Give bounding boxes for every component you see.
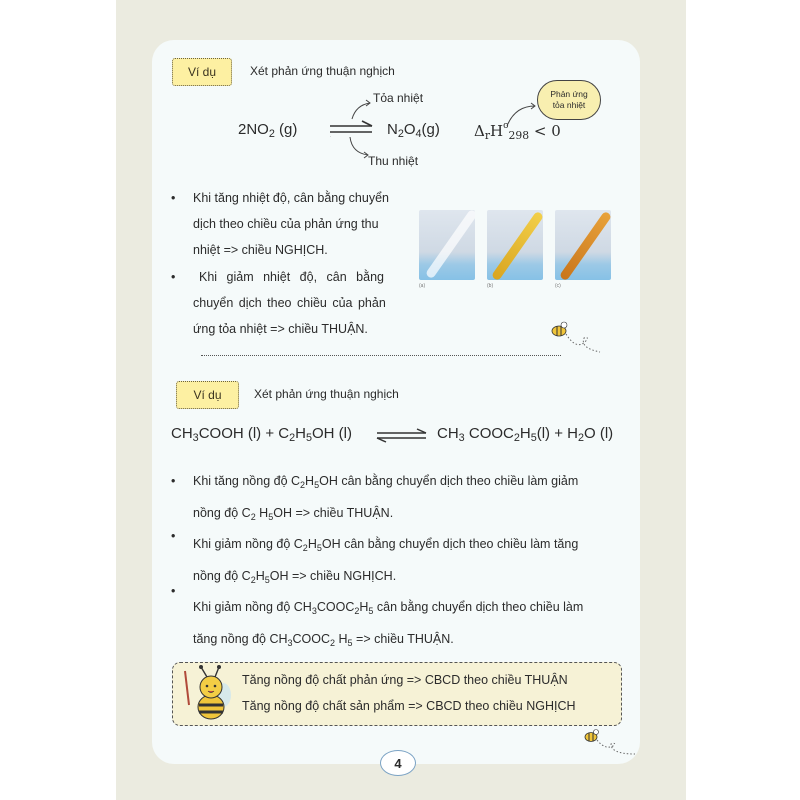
- text-segment: OH (l): [311, 425, 352, 442]
- subscript: 3: [287, 637, 293, 648]
- bullet-item: [171, 185, 389, 263]
- photo-caption: (c): [555, 283, 561, 289]
- bee-icon: [583, 728, 643, 768]
- bullet-icon: •: [171, 584, 176, 598]
- bullet-icon: •: [171, 270, 176, 284]
- text-segment: tăng nồng độ CH: [193, 631, 288, 646]
- subscript: 4: [415, 128, 422, 140]
- subscript: 3: [311, 606, 317, 616]
- summary-box: [172, 662, 622, 726]
- text-segment: nồng độ C: [193, 505, 251, 520]
- text-segment: nồng độ C: [193, 568, 251, 583]
- subscript: 5: [368, 606, 374, 616]
- bullet-line: [193, 626, 583, 658]
- text-segment: (g): [421, 121, 440, 138]
- text-segment: H: [359, 600, 369, 614]
- text-segment: OH => chiều THUẬN.: [273, 505, 394, 520]
- bullet-line: dịch theo chiều của phản ứng thu: [193, 217, 379, 231]
- subscript: 2: [330, 637, 336, 648]
- exothermic-callout: [537, 80, 601, 120]
- subscript: 2: [250, 574, 256, 585]
- forward-note: Tỏa nhiệt: [373, 91, 424, 105]
- enthalpy-superscript: o: [503, 121, 509, 131]
- beaker-photo-b: [487, 210, 543, 280]
- text-segment: H: [490, 122, 504, 140]
- text-segment: O (l): [584, 425, 614, 442]
- subscript: 2: [289, 432, 296, 444]
- bullet-line: Khi tăng nhiệt độ, cân bằng chuyển: [193, 191, 389, 205]
- subscript: 2: [300, 480, 306, 490]
- text-segment: 2NO: [238, 121, 269, 138]
- page-number: 4: [380, 750, 416, 776]
- reverse-note: Thu nhiệt: [368, 154, 419, 168]
- bullet-line: [193, 531, 583, 563]
- photo-caption: (a): [419, 283, 426, 289]
- text-segment: N: [387, 121, 398, 138]
- callout-line: Phản ứng: [550, 89, 588, 99]
- text-segment: H: [519, 425, 531, 442]
- text-segment: CH: [437, 425, 459, 442]
- bullet-line: chuyển dịch theo chiều của phản: [193, 296, 386, 310]
- text-segment: => chiều THUẬN.: [352, 631, 454, 646]
- bullet-line: Khi giảm nhiệt độ, cân bằng: [199, 270, 384, 284]
- text-segment: COOC: [464, 425, 514, 442]
- bullet-item: [171, 264, 386, 342]
- photo-caption: (b): [487, 283, 494, 289]
- bullet-line: [193, 563, 583, 595]
- beaker-photo-c: [555, 210, 611, 280]
- subscript: 5: [347, 637, 353, 648]
- bullet-item: [171, 468, 584, 657]
- text-segment: COOC: [316, 600, 355, 614]
- text-segment: H: [305, 474, 315, 488]
- text-segment: OH cân bằng chuyển dịch theo chiều làm giảm: [319, 474, 579, 488]
- product-formula: [387, 121, 440, 140]
- text-segment: H: [295, 425, 306, 442]
- text-segment: COOH (l) + C: [198, 425, 290, 442]
- bullet-line: [193, 500, 583, 532]
- subscript: 3: [458, 432, 465, 444]
- subscript: 5: [305, 432, 312, 444]
- text-segment: CH: [171, 425, 193, 442]
- subscript: 2: [397, 128, 404, 140]
- bee-mascot-icon: [177, 665, 237, 723]
- subscript: 5: [264, 574, 270, 585]
- text-segment: Khi giảm nồng độ C: [193, 537, 303, 551]
- bullet-line: nhiệt => chiều NGHỊCH.: [193, 243, 328, 257]
- reaction-right-side: [437, 425, 613, 444]
- subscript: 3: [192, 432, 199, 444]
- text-segment: H: [307, 537, 317, 551]
- text-segment: H: [255, 568, 265, 583]
- bullet-icon: •: [171, 474, 176, 488]
- text-segment: H: [255, 505, 269, 520]
- reaction-left-side: [171, 425, 352, 444]
- subscript: 2: [354, 606, 360, 616]
- bullet-line: [193, 594, 583, 626]
- beaker-photo-a: [419, 210, 475, 280]
- reactant-formula: [238, 121, 297, 140]
- subscript: 2: [268, 128, 275, 140]
- text-segment: Khi giảm nồng độ CH: [193, 600, 312, 614]
- summary-line-2: Tăng nồng độ chất sản phẩm => CBCD theo chiều NGHỊCH: [242, 699, 576, 713]
- bullet-line: ứng tỏa nhiệt => chiều THUẬN.: [193, 322, 368, 336]
- text-segment: OH => chiều NGHỊCH.: [269, 568, 397, 583]
- subscript: 2: [302, 543, 308, 553]
- subscript: 5: [316, 543, 322, 553]
- text-segment: (g): [274, 121, 298, 138]
- subscript: 5: [268, 511, 274, 522]
- subscript: 298: [508, 129, 530, 142]
- text-segment: COOC: [292, 631, 331, 646]
- subscript: r: [484, 129, 491, 142]
- bee-icon: [550, 320, 610, 360]
- text-segment: H: [335, 631, 348, 646]
- callout-line: tỏa nhiệt: [552, 100, 586, 110]
- subscript: 2: [513, 432, 520, 444]
- section-divider: [201, 355, 561, 356]
- text-segment: Khi tăng nồng độ C: [193, 474, 301, 488]
- example-title: Xét phản ứng thuận nghịch: [254, 387, 399, 401]
- bullet-icon: •: [171, 191, 176, 205]
- text-segment: cân bằng chuyển dịch theo chiều làm: [373, 600, 584, 614]
- subscript: 2: [250, 511, 256, 522]
- subscript: 2: [577, 432, 584, 444]
- text-segment: Δ: [474, 122, 485, 140]
- summary-line-1: Tăng nồng độ chất phản ứng => CBCD theo chiều THUẬN: [242, 673, 568, 687]
- text-segment: OH cân bằng chuyển dịch theo chiều làm tăng: [321, 537, 579, 551]
- subscript: 5: [314, 480, 320, 490]
- text-segment: < 0: [529, 122, 561, 140]
- example-label: Ví dụ: [176, 381, 239, 409]
- example-title: Xét phản ứng thuận nghịch: [250, 64, 395, 78]
- reaction-arrows-icon: [330, 95, 380, 170]
- text-segment: O: [403, 121, 416, 138]
- bullet-icon: •: [171, 529, 176, 543]
- example-label: Ví dụ: [172, 58, 232, 86]
- subscript: 5: [530, 432, 537, 444]
- text-segment: (l) + H: [536, 425, 578, 442]
- bullet-line: [193, 468, 583, 500]
- equilibrium-arrow-icon: [376, 427, 428, 443]
